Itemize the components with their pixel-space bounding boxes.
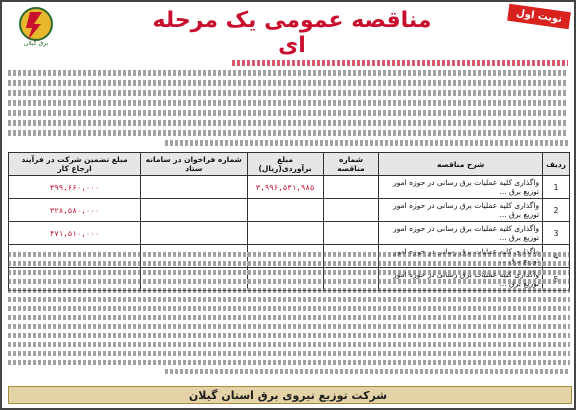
row-index: 2 [543, 199, 570, 222]
intro-paragraph [8, 56, 568, 152]
text-line [8, 261, 570, 266]
text-line [232, 60, 568, 66]
col-code: شماره مناقصه [323, 153, 379, 176]
col-deposit: مبلغ تضمین شرکت در فرآیند ارجاع کار [9, 153, 141, 176]
conditions-text [8, 248, 570, 372]
row-deposit: ۴۷۱,۵۱۰,۰۰۰ [9, 222, 141, 245]
notice-footer [8, 374, 570, 404]
text-line [8, 252, 570, 257]
text-line [8, 288, 570, 293]
table-row [9, 176, 570, 199]
text-line [8, 270, 570, 275]
first-round-ribbon: نوبت اول [507, 4, 571, 29]
text-line [8, 324, 570, 329]
row-call [141, 176, 247, 199]
text-line [8, 360, 570, 365]
col-call: شماره فراخوان در سامانه ستاد [141, 153, 247, 176]
text-line [8, 100, 568, 106]
row-code [323, 199, 379, 222]
row-amount [247, 199, 323, 222]
row-index: 1 [543, 176, 570, 199]
row-desc: واگذاری کلیه عملیات برق رسانی در حوزه امور توزیع برق ... [379, 222, 543, 245]
text-line [8, 315, 570, 320]
text-line [8, 351, 570, 356]
row-amount: ۳,۹۹۶,۵۳۱,۹۸۵ [247, 176, 323, 199]
table-row [9, 199, 570, 222]
text-line [165, 140, 568, 146]
notice-title: مناقصه عمومی یک مرحله ای [152, 8, 432, 58]
row-amount [247, 222, 323, 245]
row-call [141, 222, 247, 245]
text-line [8, 297, 570, 302]
text-line [8, 120, 568, 126]
table-header-row [9, 153, 570, 176]
row-code [323, 176, 379, 199]
text-line [8, 306, 570, 311]
logo-caption: برق گیلان [23, 40, 49, 47]
col-index: ردیف [543, 153, 570, 176]
col-desc: شرح مناقصه [379, 153, 543, 176]
row-code [323, 222, 379, 245]
text-line [8, 279, 570, 284]
row-index: 3 [543, 222, 570, 245]
text-line [8, 130, 568, 136]
row-call [141, 199, 247, 222]
text-line [8, 80, 568, 86]
row-deposit: ۳۹۹,۶۶۰,۰۰۰ [9, 176, 141, 199]
text-line [8, 333, 570, 338]
row-deposit: ۳۲۸,۵۸۰,۰۰۰ [9, 199, 141, 222]
text-line [8, 110, 568, 116]
text-line [8, 90, 568, 96]
row-desc: واگذاری کلیه عملیات برق رسانی در حوزه امور توزیع برق ... [379, 176, 543, 199]
text-line [8, 70, 568, 76]
col-amount: مبلغ برآوردی(ریال) [247, 153, 323, 176]
row-desc: واگذاری کلیه عملیات برق رسانی در حوزه امور توزیع برق ... [379, 199, 543, 222]
company-name: شرکت توزیع نیروی برق استان گیلان [188, 389, 388, 402]
text-line [8, 342, 570, 347]
notice-header [2, 2, 574, 58]
table-row [9, 222, 570, 245]
